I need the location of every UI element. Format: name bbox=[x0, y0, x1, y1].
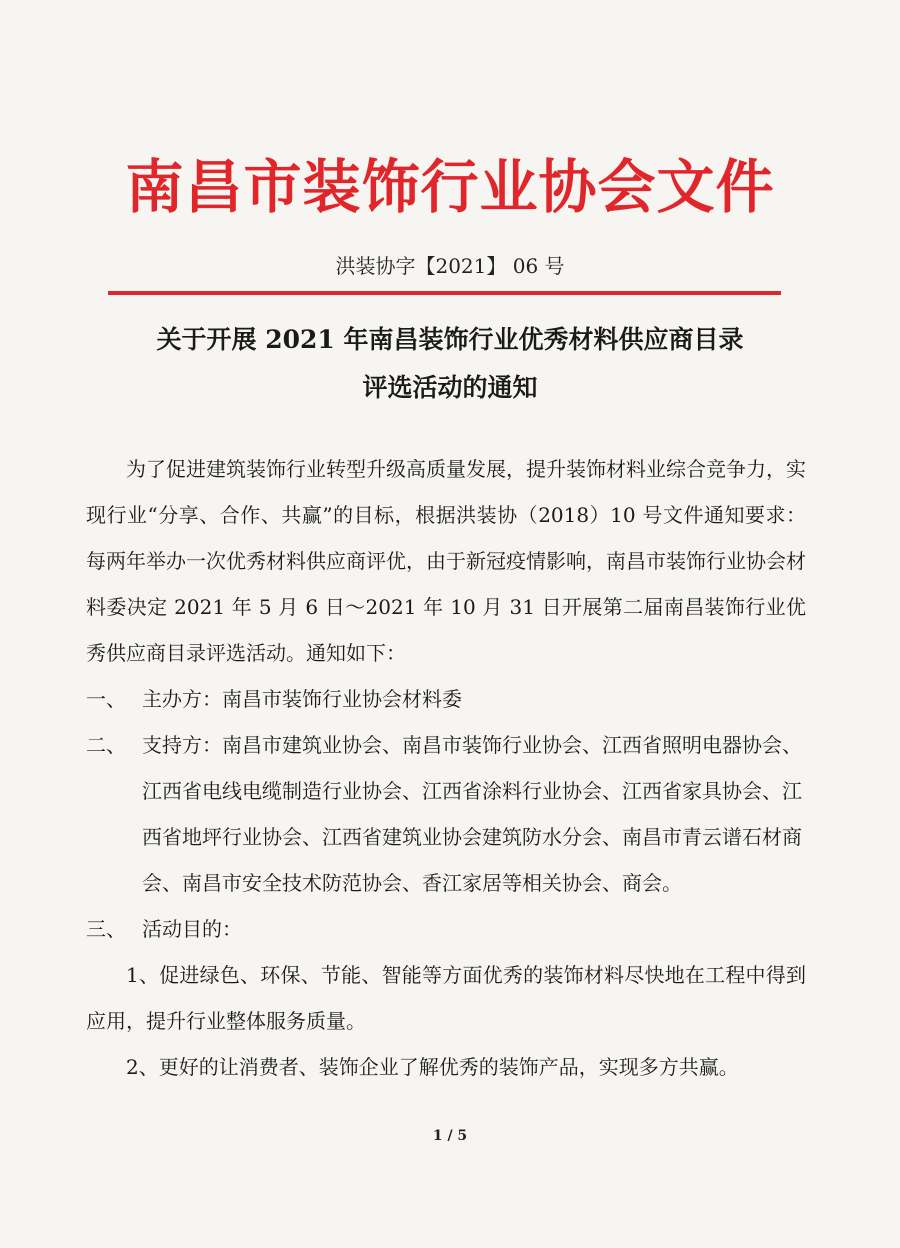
intro-paragraph: 为了促进建筑装饰行业转型升级高质量发展，提升装饰材料业综合竞争力，实现行业“分享、合作、共赢”的目标，根据洪装协（2018）10 号文件通知要求：每两年举办一次优秀材料供应商评优，由于新冠疫情影响，南昌市装饰行业协会材料委决定 2021 年 5 月 6 日～2021 年 10 月 31 日开展第二届南昌装饰行业优秀供应商目录评选活动。通知如下： bbox=[86, 457, 806, 665]
notice-title-line-2: 评选活动的通知 bbox=[362, 373, 538, 402]
list-item-number: 二、 bbox=[86, 733, 126, 757]
list-item-text: 支持方：南昌市建筑业协会、南昌市装饰行业协会、江西省照明电器协会、江西省电线电缆制造行业协会、江西省涂料行业协会、江西省家具协会、江西省地坪行业协会、江西省建筑业协会建筑防水分会、南昌市青云谱石材商会、南昌市安全技术防范协会、香江家居等相关协会、商会。 bbox=[142, 733, 802, 895]
list-item-text: 主办方：南昌市装饰行业协会材料委 bbox=[142, 687, 462, 711]
document-header-title: 南昌市装饰行业协会文件 bbox=[125, 153, 775, 221]
purpose-point-1: 1、促进绿色、环保、节能、智能等方面优秀的装饰材料尽快地在工程中得到应用，提升行业整体服务质量。 bbox=[86, 963, 806, 1033]
purpose-point-2: 2、更好的让消费者、装饰企业了解优秀的装饰产品，实现多方共赢。 bbox=[126, 1055, 739, 1079]
notice-title-line-1: 关于开展 2021 年南昌装饰行业优秀材料供应商目录 bbox=[156, 325, 744, 354]
list-item-organizer bbox=[86, 676, 806, 722]
list-item-number: 一、 bbox=[86, 687, 126, 711]
red-divider-line bbox=[108, 291, 781, 295]
list-item-text: 活动目的： bbox=[142, 917, 242, 941]
document-body bbox=[86, 446, 806, 1090]
notice-title bbox=[0, 316, 900, 412]
document-number: 洪装协字【2021】 06 号 bbox=[335, 254, 565, 278]
list-item-number: 三、 bbox=[86, 917, 126, 941]
list-item-purpose bbox=[86, 906, 806, 952]
list-item-supporters bbox=[86, 722, 806, 906]
page-number: 1 / 5 bbox=[432, 1128, 468, 1144]
